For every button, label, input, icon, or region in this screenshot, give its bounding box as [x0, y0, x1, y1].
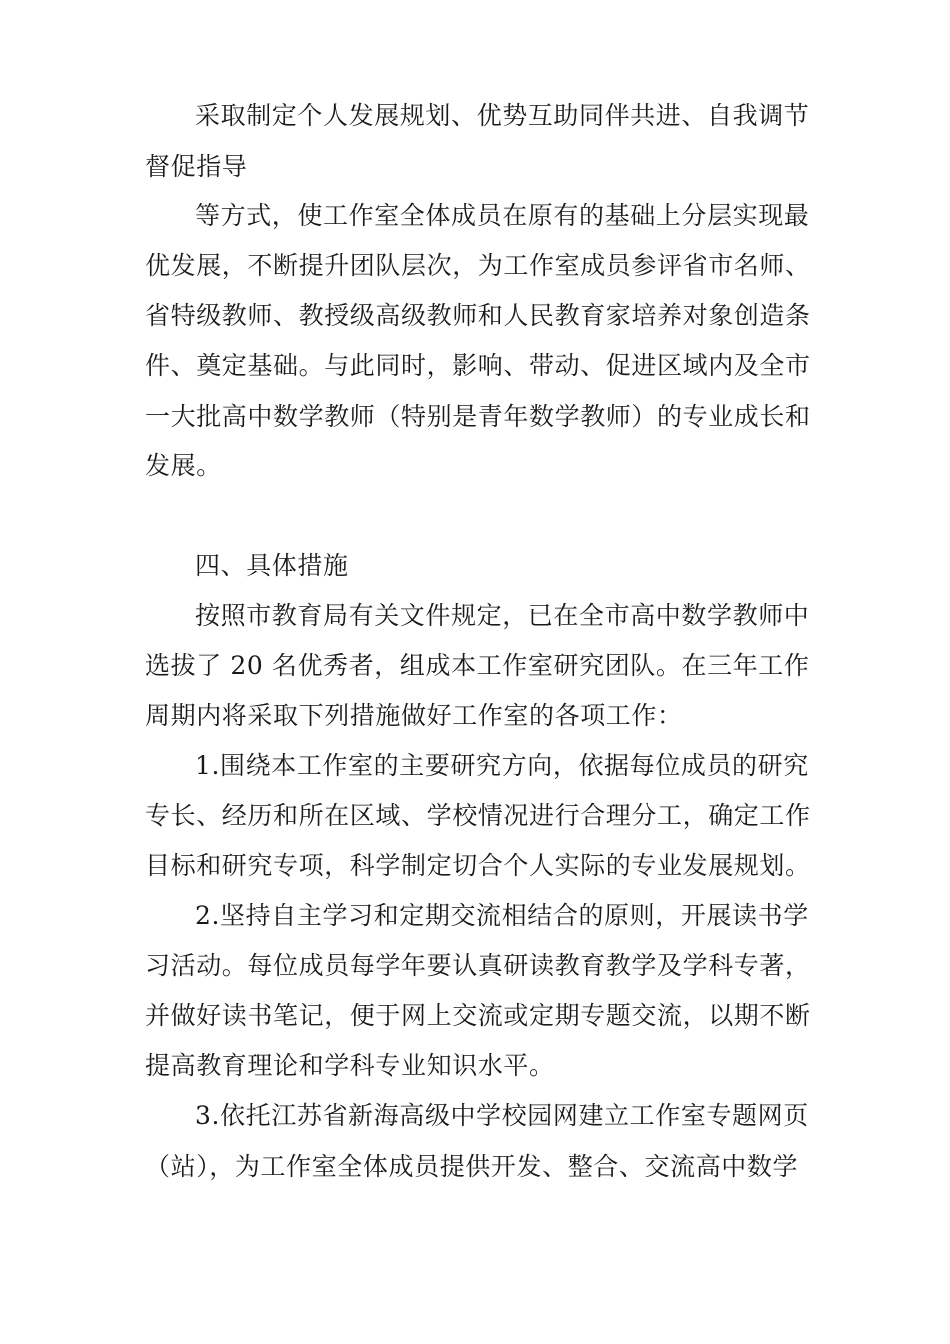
text-line: 按照市教育局有关文件规定，已在全市高中数学教师中: [195, 601, 810, 630]
text-line: 发展。: [145, 451, 222, 480]
text-line: 采取制定个人发展规划、优势互助同伴共进、自我调节: [195, 101, 810, 130]
text-line: 省特级教师、教授级高级教师和人民教育家培养对象创造条: [145, 301, 811, 330]
text-line: 件、奠定基础。与此同时，影响、带动、促进区域内及全市: [145, 351, 811, 380]
text-line: 选拔了 20 名优秀者，组成本工作室研究团队。在三年工作: [145, 651, 810, 680]
text-line: 督促指导: [145, 152, 248, 181]
text-line: 并做好读书笔记，便于网上交流或定期专题交流，以期不断: [145, 1001, 811, 1030]
text-line: 专长、经历和所在区域、学校情况进行合理分工，确定工作: [145, 801, 811, 830]
text-line: 3.依托江苏省新海高级中学校园网建立工作室专题网页: [195, 1101, 809, 1130]
text-line: 一大批高中数学教师（特别是青年数学教师）的专业成长和: [145, 402, 811, 431]
text-line: 提高教育理论和学科专业知识水平。: [145, 1051, 555, 1080]
text-line: 优发展，不断提升团队层次，为工作室成员参评省市名师、: [145, 251, 811, 280]
text-line: 习活动。每位成员每学年要认真研读教育教学及学科专著，: [145, 951, 811, 980]
text-line: 周期内将采取下列措施做好工作室的各项工作：: [145, 701, 683, 730]
text-line: 目标和研究专项，科学制定切合个人实际的专业发展规划。: [145, 851, 811, 880]
text-line: （站），为工作室全体成员提供开发、整合、交流高中数学: [145, 1152, 799, 1181]
text-line: 2.坚持自主学习和定期交流相结合的原则，开展读书学: [195, 901, 809, 930]
text-line: 1.围绕本工作室的主要研究方向，依据每位成员的研究: [195, 751, 809, 780]
section-heading: 四、具体措施: [195, 551, 349, 580]
text-line: 等方式，使工作室全体成员在原有的基础上分层实现最: [195, 201, 810, 230]
